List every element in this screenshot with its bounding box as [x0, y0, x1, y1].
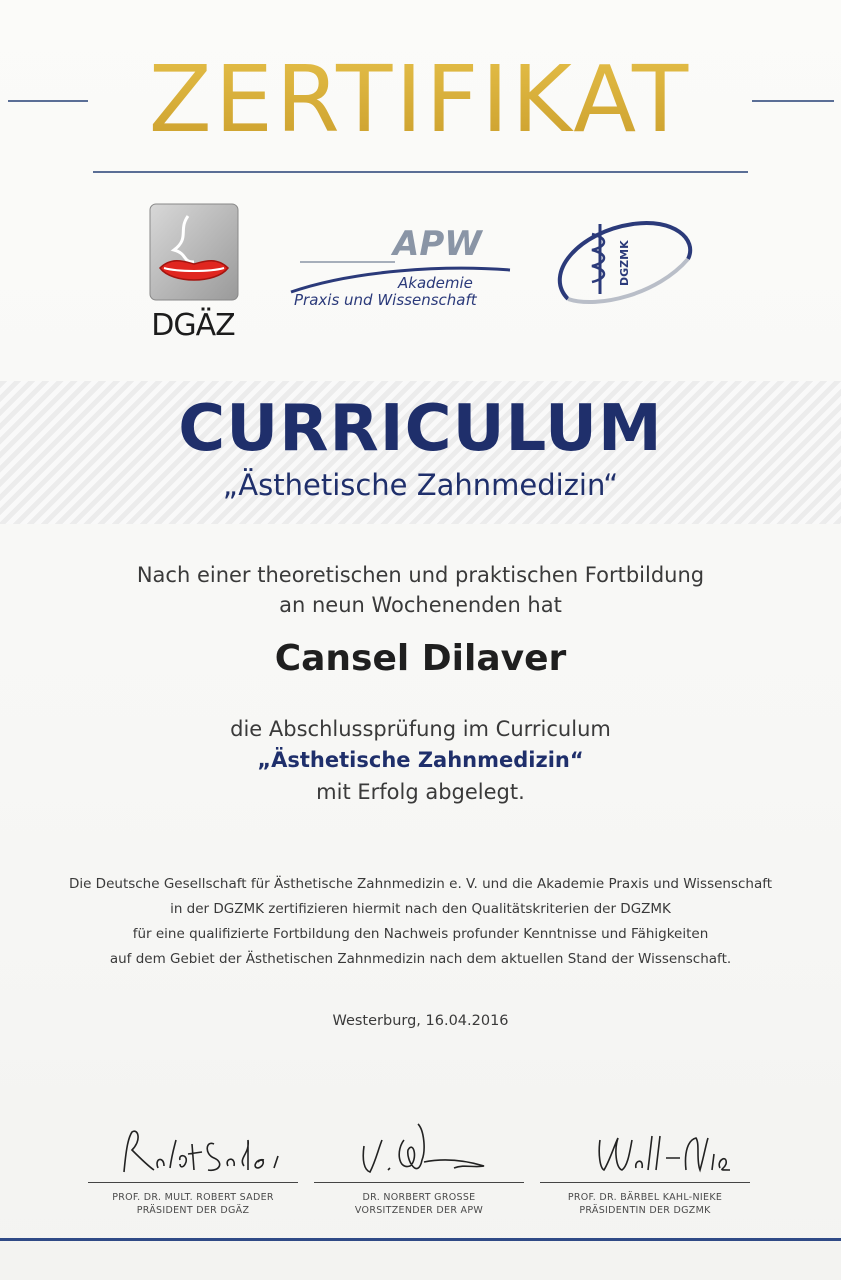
- signature-sader: [88, 1110, 298, 1180]
- apw-logo-line1: Akademie: [398, 274, 473, 292]
- intro-line-1: Nach einer theoretischen und praktischen Fortbildung: [136, 563, 705, 587]
- signatory-name: PROF. DR. MULT. ROBERT SADER: [112, 1192, 274, 1203]
- signature-line: [314, 1182, 524, 1183]
- exam-line-3: mit Erfolg abgelegt.: [316, 780, 525, 804]
- logo-row: [0, 190, 841, 343]
- signature-line: [88, 1182, 298, 1183]
- body-text-line: auf dem Gebiet der Ästhetischen Zahnmedizin nach dem aktuellen Stand der Wissenschaft.: [109, 951, 732, 967]
- place-date: Westerburg, 16.04.2016: [332, 1013, 509, 1029]
- exam-line-2: „Ästhetische Zahnmedizin“: [257, 748, 584, 772]
- signatory-name: DR. NORBERT GROSSE: [362, 1192, 476, 1203]
- apw-logo-title: APW: [393, 224, 482, 264]
- title-rule-right: [752, 100, 834, 102]
- signature-kahl-nieke: [540, 1110, 750, 1180]
- dgzmk-logo-label: DGZMK: [618, 240, 631, 286]
- dgaez-logo: [148, 202, 240, 302]
- recipient-name: Cansel Dilaver: [274, 638, 567, 679]
- body-text-line: Die Deutsche Gesellschaft für Ästhetische Zahnmedizin e. V. und die Akademie Praxis und Wissenschaft: [68, 876, 773, 892]
- dgaez-label: DGÄZ: [151, 308, 235, 343]
- certificate-title: ZERTIFIKAT: [90, 40, 750, 160]
- exam-line-1: die Abschlussprüfung im Curriculum: [230, 717, 611, 741]
- signature-grosse: [314, 1110, 524, 1180]
- body-text-line: in der DGZMK zertifizieren hiermit nach den Qualitätskriterien der DGZMK: [170, 901, 671, 917]
- title-underline: [93, 171, 748, 173]
- signatory-role: PRÄSIDENT DER DGÄZ: [136, 1205, 250, 1216]
- signatory-role: PRÄSIDENTIN DER DGZMK: [579, 1205, 711, 1216]
- signatory-name: PROF. DR. BÄRBEL KAHL-NIEKE: [567, 1192, 723, 1203]
- signatory-role: VORSITZENDER DER APW: [354, 1205, 484, 1216]
- apw-logo-line2: Praxis und Wissenschaft: [294, 291, 477, 309]
- dgzmk-logo: [548, 214, 698, 314]
- program-title: CURRICULUM: [178, 392, 663, 466]
- bottom-border: [0, 1238, 841, 1241]
- program-subtitle: „Ästhetische Zahnmedizin“: [222, 468, 619, 502]
- body-text-line: für eine qualifizierte Fortbildung den Nachweis profunder Kenntnisse und Fähigkeiten: [132, 926, 709, 942]
- title-rule-left: [8, 100, 88, 102]
- signature-line: [540, 1182, 750, 1183]
- intro-line-2: an neun Wochenenden hat: [279, 593, 562, 617]
